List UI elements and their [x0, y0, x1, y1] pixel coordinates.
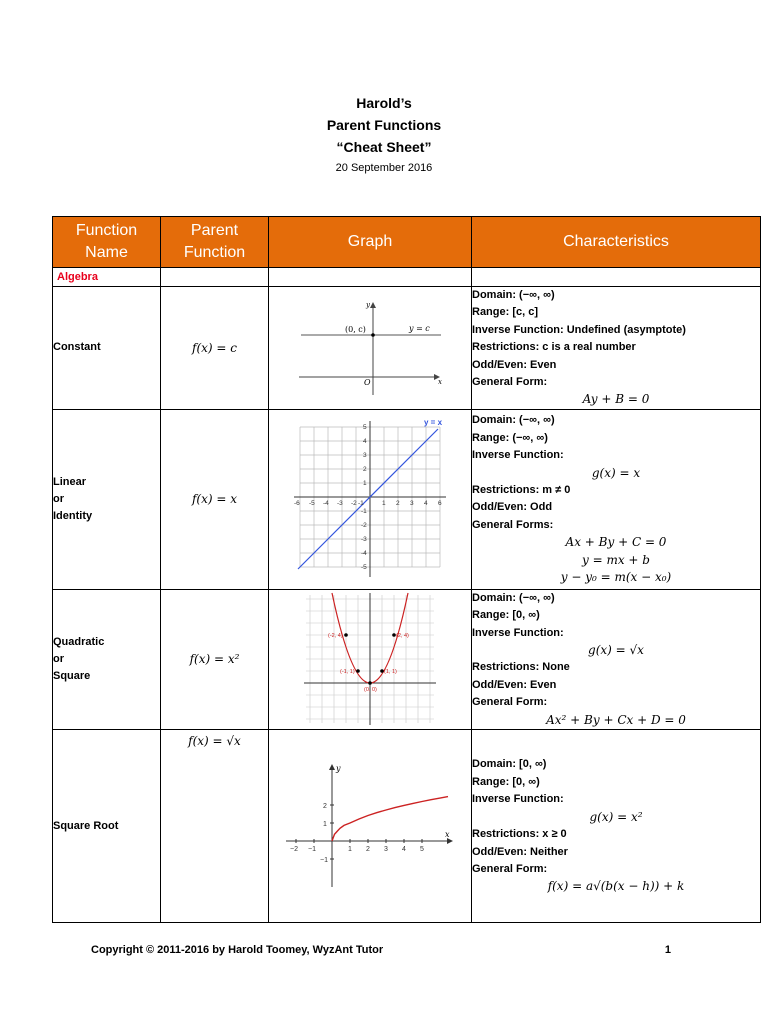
svg-text:4: 4	[402, 846, 406, 854]
intercept-point	[371, 333, 375, 337]
svg-text:1: 1	[363, 480, 367, 488]
section-label: Algebra	[53, 268, 161, 287]
table-row	[53, 589, 761, 729]
point-label: (0, c)	[345, 324, 366, 334]
constant-graph	[295, 299, 445, 397]
x-tick-labels	[294, 500, 442, 507]
page-footer	[91, 944, 671, 956]
table-row	[53, 409, 761, 589]
characteristics-constant: Domain: (−∞, ∞) Range: [c, c] Inverse Function: Undefined (asymptote) Restrictions: c is a real number Odd/Even: Even General Form: Ay + B = 0	[472, 287, 761, 410]
svg-text:−2: −2	[290, 846, 298, 854]
svg-text:6: 6	[438, 500, 442, 508]
svg-text:3: 3	[363, 452, 367, 460]
y-axis-label: y	[336, 764, 341, 774]
svg-text:-3: -3	[361, 536, 367, 544]
sqrt-curve	[332, 797, 448, 841]
svg-text:-1: -1	[361, 508, 367, 516]
svg-text:1: 1	[323, 821, 327, 829]
svg-text:-5: -5	[361, 564, 367, 572]
svg-text:-4: -4	[361, 550, 367, 558]
x-axis-label: x	[445, 830, 450, 840]
col-header-parent-function: Parent Function	[161, 217, 269, 268]
svg-text:5: 5	[420, 846, 424, 854]
quadratic-graph	[302, 591, 438, 727]
parent-function: f(x) = √x	[161, 730, 269, 923]
col-header-graph: Graph	[269, 217, 472, 268]
title-line-3: “Cheat Sheet”	[336, 139, 432, 155]
svg-text:(2, 4): (2, 4)	[396, 633, 409, 640]
linear-graph	[290, 417, 450, 581]
graph-linear	[269, 409, 472, 589]
function-name: Linear or Identity	[53, 409, 161, 589]
parent-function: f(x) = c	[161, 287, 269, 410]
svg-text:2: 2	[366, 846, 370, 854]
table-row	[53, 730, 761, 923]
svg-text:(0, 0): (0, 0)	[364, 687, 377, 694]
title-line-1: Harold’s	[356, 95, 412, 111]
svg-text:1: 1	[348, 846, 352, 854]
svg-text:(-1, 1): (-1, 1)	[340, 669, 355, 676]
x-tick-labels	[290, 846, 424, 853]
svg-text:3: 3	[410, 500, 414, 508]
svg-text:1: 1	[382, 500, 386, 508]
line-label: y = c	[409, 323, 430, 333]
origin-label: O	[364, 377, 371, 387]
parent-function: f(x) = x	[161, 409, 269, 589]
copyright-text: Copyright © 2011-2016 by Harold Toomey, WyzAnt Tutor	[91, 944, 384, 956]
svg-text:-1: -1	[358, 500, 364, 508]
function-name: Constant	[53, 287, 161, 410]
x-axis-label: x	[438, 377, 442, 386]
graph-square-root	[269, 730, 472, 923]
svg-text:2: 2	[363, 466, 367, 474]
col-header-function-name: Function Name	[53, 217, 161, 268]
svg-text:-3: -3	[337, 500, 343, 508]
title-line-2: Parent Functions	[326, 117, 442, 133]
line-y-equals-x	[298, 429, 438, 572]
page-number: 1	[664, 944, 671, 956]
y-tick-labels	[320, 803, 328, 864]
svg-text:-4: -4	[323, 500, 329, 508]
function-name: Quadratic or Square	[53, 589, 161, 729]
svg-text:-2: -2	[361, 522, 367, 530]
y-axis-label: y	[366, 300, 370, 309]
characteristics-square-root: Domain: [0, ∞) Range: [0, ∞) Inverse Function: g(x) = x² Restrictions: x ≥ 0 Odd/Even: Neither General Form: f(x) = a√(b(x − h)) + k	[472, 730, 761, 923]
characteristics-quadratic: Domain: (−∞, ∞) Range: [0, ∞) Inverse Function: g(x) = √x Restrictions: None Odd/Even: Even General Form: Ax² + By + Cx + D = 0	[472, 589, 761, 729]
svg-text:−1: −1	[308, 846, 316, 854]
graph-quadratic	[269, 589, 472, 729]
svg-text:3: 3	[384, 846, 388, 854]
parent-functions-table	[52, 216, 761, 923]
table-row	[53, 287, 761, 410]
parent-function: f(x) = x²	[161, 589, 269, 729]
graph-constant	[269, 287, 472, 410]
svg-text:4: 4	[363, 438, 367, 446]
svg-text:(-2, 4): (-2, 4)	[328, 633, 343, 640]
svg-text:-5: -5	[309, 500, 315, 508]
svg-text:-6: -6	[294, 500, 300, 508]
characteristics-linear: Domain: (−∞, ∞) Range: (−∞, ∞) Inverse Function: g(x) = x Restrictions: m ≠ 0 Odd/Even: Odd General Forms: Ax + By + C = 0 y = mx + b y − y₀ = m(x − x₀)	[472, 409, 761, 589]
square-root-graph	[282, 761, 458, 891]
svg-text:-2: -2	[351, 500, 357, 508]
document-date: 20 September 2016	[335, 162, 433, 174]
svg-text:2: 2	[323, 803, 327, 811]
svg-text:2: 2	[396, 500, 400, 508]
legend-label: y = x	[424, 418, 443, 428]
svg-text:(1, 1): (1, 1)	[384, 669, 397, 676]
svg-text:−1: −1	[320, 857, 328, 865]
svg-text:5: 5	[363, 424, 367, 432]
svg-text:4: 4	[424, 500, 428, 508]
point-labels	[328, 633, 409, 693]
col-header-characteristics: Characteristics	[472, 217, 761, 268]
document-header	[0, 92, 768, 178]
function-name: Square Root	[53, 730, 161, 923]
